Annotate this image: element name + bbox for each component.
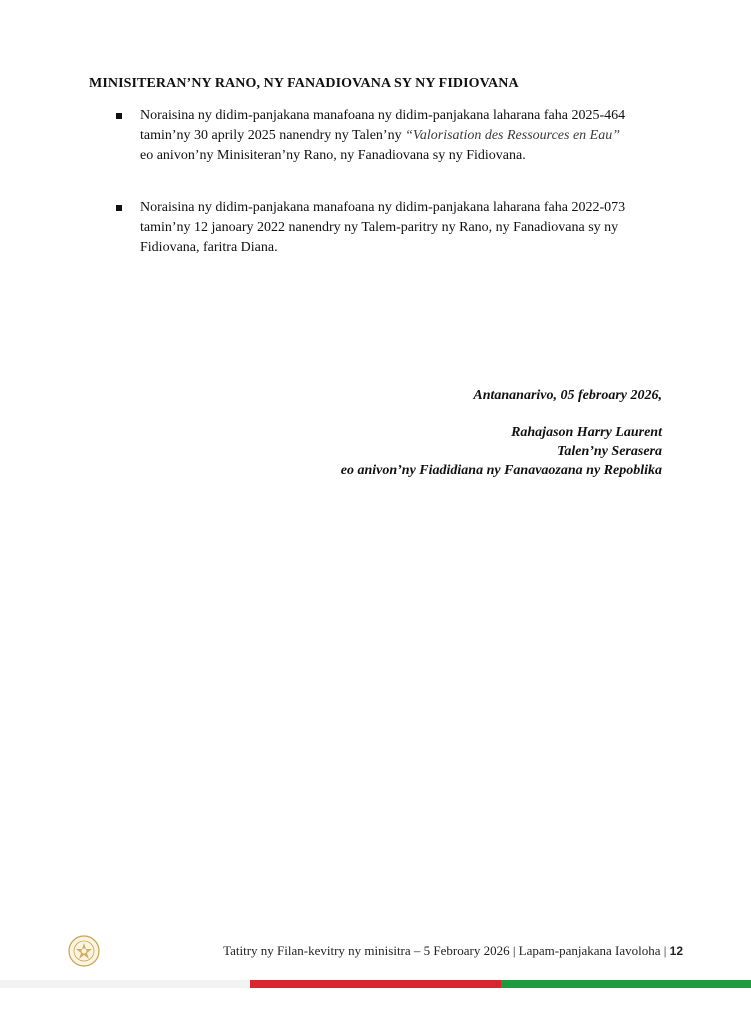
decree-line xyxy=(140,126,672,146)
list-item xyxy=(112,106,672,166)
decree-line: Noraisina ny didim-panjakana manafoana ny didim-panjakana laharana faha 2022-073 xyxy=(140,200,626,215)
signatory-office: eo anivon’ny Fiadidiana ny Fanavaozana ny Repoblika xyxy=(340,463,662,478)
signature-block xyxy=(341,386,662,480)
decree-line-text: tamin’ny 30 aprily 2025 nanendry ny Talen’ny xyxy=(140,128,406,143)
signatory-role: Talen’ny Serasera xyxy=(557,444,662,459)
square-bullet-icon xyxy=(116,113,122,119)
seal-logo-icon xyxy=(68,935,100,967)
page-footer xyxy=(0,935,751,975)
signature-place-date: Antananarivo, 05 febroary 2026, xyxy=(473,388,662,403)
square-bullet-icon xyxy=(116,205,122,211)
flag-stripe-red xyxy=(250,980,500,988)
decree-line: eo anivon’ny Minisiteran’ny Rano, ny Fanadiovana sy ny Fidiovana. xyxy=(140,148,526,163)
flag-stripe-green xyxy=(501,980,751,988)
signatory-name: Rahajason Harry Laurent xyxy=(511,425,662,440)
section-title: MINISITERAN’NY RANO, NY FANADIOVANA SY NY FIDIOVANA xyxy=(89,76,519,91)
footer-text xyxy=(223,943,683,959)
decree-line: Noraisina ny didim-panjakana manafoana ny didim-panjakana laharana faha 2025-464 xyxy=(140,108,626,123)
decree-quoted-title: “Valorisation des Ressources en Eau” xyxy=(405,128,621,143)
decree-list xyxy=(112,106,672,290)
flag-stripe xyxy=(0,980,751,988)
page-number: 12 xyxy=(669,944,683,958)
decree-line: tamin’ny 12 janoary 2022 nanendry ny Talem-paritry ny Rano, ny Fanadiovana sy ny xyxy=(140,220,619,235)
list-item xyxy=(112,198,672,258)
footer-caption: Tatitry ny Filan-kevitry ny minisitra – 5 Febroary 2026 | Lapam-panjakana Iavoloha | xyxy=(223,943,670,958)
flag-stripe-white xyxy=(0,980,250,988)
decree-line: Fidiovana, faritra Diana. xyxy=(140,240,278,255)
